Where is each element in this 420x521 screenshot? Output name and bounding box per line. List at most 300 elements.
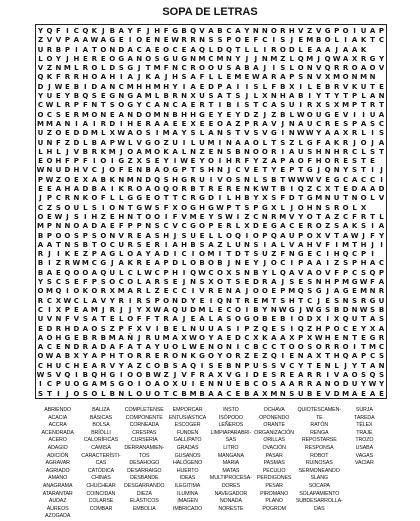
grid-letter[interactable]: V	[342, 110, 349, 119]
grid-letter[interactable]: Q	[369, 268, 376, 277]
grid-letter[interactable]: F	[56, 27, 61, 35]
grid-letter[interactable]: U	[369, 110, 376, 119]
grid-letter[interactable]: B	[181, 389, 187, 398]
grid-letter[interactable]: U	[235, 240, 241, 249]
grid-letter[interactable]: E	[307, 45, 313, 54]
grid-letter[interactable]: R	[307, 101, 313, 110]
grid-letter[interactable]: M	[117, 287, 125, 296]
grid-letter[interactable]: H	[82, 73, 89, 82]
grid-letter[interactable]: O	[127, 352, 134, 361]
grid-letter[interactable]: C	[262, 343, 268, 352]
grid-letter[interactable]: H	[109, 73, 116, 82]
grid-letter[interactable]: N	[306, 64, 313, 73]
grid-letter[interactable]: C	[208, 268, 214, 277]
grid-letter[interactable]: G	[163, 54, 169, 63]
grid-letter[interactable]: P	[378, 27, 385, 35]
grid-letter[interactable]: N	[118, 203, 125, 212]
grid-letter[interactable]: I	[75, 45, 78, 54]
grid-letter[interactable]: Y	[378, 231, 385, 240]
grid-letter[interactable]: L	[56, 147, 61, 156]
grid-letter[interactable]: O	[163, 166, 170, 175]
grid-letter[interactable]: E	[199, 380, 205, 389]
grid-letter[interactable]: R	[342, 64, 349, 73]
grid-letter[interactable]: R	[280, 27, 286, 35]
grid-letter[interactable]: P	[163, 268, 169, 277]
grid-letter[interactable]: N	[342, 333, 349, 342]
grid-letter[interactable]: F	[82, 101, 88, 110]
grid-letter[interactable]: R	[199, 370, 205, 379]
grid-letter[interactable]: E	[145, 36, 151, 45]
grid-letter[interactable]: J	[128, 305, 132, 314]
grid-letter[interactable]: N	[279, 389, 286, 398]
grid-letter[interactable]: B	[163, 92, 169, 101]
grid-letter[interactable]: A	[289, 268, 295, 277]
grid-letter[interactable]: W	[63, 296, 72, 305]
grid-letter[interactable]: B	[100, 333, 106, 342]
grid-letter[interactable]: G	[190, 203, 196, 212]
grid-letter[interactable]: L	[119, 268, 124, 277]
grid-letter[interactable]: C	[46, 110, 53, 119]
grid-letter[interactable]: A	[55, 352, 62, 361]
grid-letter[interactable]: S	[46, 370, 52, 379]
grid-letter[interactable]: S	[109, 380, 115, 389]
grid-letter[interactable]: S	[378, 352, 385, 361]
grid-letter[interactable]: A	[342, 222, 349, 231]
grid-letter[interactable]: G	[315, 287, 322, 296]
grid-letter[interactable]: G	[324, 110, 331, 119]
grid-letter[interactable]: U	[55, 166, 62, 175]
grid-letter[interactable]: L	[181, 324, 187, 333]
grid-letter[interactable]: E	[208, 119, 214, 128]
grid-letter[interactable]: Y	[64, 92, 70, 101]
grid-letter[interactable]: D	[217, 45, 223, 54]
grid-letter[interactable]: A	[145, 231, 151, 240]
grid-letter[interactable]: E	[109, 110, 115, 119]
grid-letter[interactable]: N	[64, 222, 71, 231]
grid-letter[interactable]: Q	[279, 268, 286, 277]
grid-letter[interactable]: E	[217, 361, 223, 370]
grid-letter[interactable]: Y	[172, 82, 178, 91]
grid-letter[interactable]: W	[359, 305, 368, 314]
grid-letter[interactable]: E	[65, 82, 70, 91]
grid-letter[interactable]: N	[190, 324, 196, 333]
grid-letter[interactable]: F	[253, 36, 259, 45]
grid-letter[interactable]: O	[225, 175, 232, 184]
grid-letter[interactable]: E	[73, 250, 79, 259]
grid-letter[interactable]: D	[252, 222, 259, 231]
grid-letter[interactable]: A	[342, 45, 349, 54]
grid-letter[interactable]: T	[307, 361, 313, 370]
grid-letter[interactable]: B	[109, 27, 115, 35]
grid-letter[interactable]: T	[56, 240, 61, 249]
grid-letter[interactable]: R	[360, 296, 367, 305]
grid-letter[interactable]: I	[218, 250, 222, 259]
grid-letter[interactable]: A	[289, 380, 295, 389]
grid-letter[interactable]: D	[252, 278, 259, 287]
grid-letter[interactable]: J	[371, 138, 374, 147]
grid-letter[interactable]: T	[163, 194, 169, 203]
grid-letter[interactable]: B	[82, 240, 89, 249]
grid-letter[interactable]: E	[235, 185, 241, 194]
grid-letter[interactable]: H	[324, 278, 331, 287]
grid-letter[interactable]: O	[154, 185, 161, 194]
grid-letter[interactable]: V	[315, 64, 322, 73]
grid-letter[interactable]: R	[199, 101, 205, 110]
grid-letter[interactable]: Z	[325, 222, 331, 231]
grid-letter[interactable]: O	[73, 222, 80, 231]
grid-letter[interactable]: T	[298, 296, 304, 305]
grid-letter[interactable]: T	[136, 212, 142, 221]
grid-letter[interactable]: O	[64, 231, 71, 240]
grid-letter[interactable]: I	[128, 296, 132, 305]
grid-letter[interactable]: L	[119, 250, 124, 259]
grid-letter[interactable]: A	[91, 175, 98, 184]
grid-letter[interactable]: P	[118, 324, 124, 333]
grid-letter[interactable]: M	[153, 82, 161, 91]
grid-letter[interactable]: A	[91, 296, 98, 305]
grid-letter[interactable]: A	[378, 138, 385, 147]
grid-letter[interactable]: O	[351, 370, 358, 379]
grid-letter[interactable]: E	[262, 370, 268, 379]
grid-letter[interactable]: Y	[361, 324, 367, 333]
grid-letter[interactable]: T	[316, 212, 322, 221]
grid-letter[interactable]: Y	[37, 278, 44, 287]
grid-letter[interactable]: S	[145, 157, 151, 166]
grid-letter[interactable]: Z	[55, 259, 61, 268]
grid-letter[interactable]: A	[208, 129, 214, 138]
grid-letter[interactable]: I	[75, 370, 78, 379]
grid-letter[interactable]: N	[234, 259, 241, 268]
grid-letter[interactable]: A	[235, 287, 241, 296]
grid-letter[interactable]: N	[243, 147, 250, 156]
grid-letter[interactable]: S	[271, 380, 277, 389]
grid-letter[interactable]: X	[253, 333, 259, 342]
grid-letter[interactable]: O	[154, 212, 161, 221]
grid-letter[interactable]: N	[226, 287, 232, 296]
grid-letter[interactable]: O	[261, 147, 268, 156]
grid-letter[interactable]: S	[352, 296, 358, 305]
grid-letter[interactable]: V	[73, 315, 80, 324]
grid-letter[interactable]: E	[343, 185, 348, 194]
grid-letter[interactable]: Q	[91, 370, 98, 379]
grid-letter[interactable]: T	[280, 175, 286, 184]
grid-letter[interactable]: P	[352, 259, 358, 268]
grid-letter[interactable]: G	[369, 333, 376, 342]
grid-letter[interactable]: Y	[190, 296, 196, 305]
grid-letter[interactable]: Y	[136, 101, 142, 110]
grid-letter[interactable]: V	[172, 222, 178, 231]
grid-letter[interactable]: P	[334, 27, 340, 35]
grid-letter[interactable]: R	[262, 278, 268, 287]
grid-letter[interactable]: O	[154, 361, 161, 370]
grid-letter[interactable]: Q	[324, 166, 331, 175]
grid-letter[interactable]: S	[82, 315, 88, 324]
grid-letter[interactable]: O	[306, 231, 313, 240]
grid-letter[interactable]: H	[315, 324, 322, 333]
grid-letter[interactable]: G	[127, 64, 134, 73]
grid-letter[interactable]: K	[82, 287, 89, 296]
grid-letter[interactable]: O	[252, 231, 259, 240]
grid-letter[interactable]: X	[190, 119, 196, 128]
grid-letter[interactable]: W	[332, 54, 341, 63]
grid-letter[interactable]: P	[226, 203, 232, 212]
grid-letter[interactable]: J	[335, 45, 338, 54]
grid-letter[interactable]: Q	[172, 305, 179, 314]
grid-letter[interactable]: E	[181, 119, 187, 128]
grid-letter[interactable]: A	[82, 222, 89, 231]
grid-letter[interactable]: A	[127, 129, 133, 138]
grid-letter[interactable]: R	[136, 296, 142, 305]
grid-letter[interactable]: E	[325, 175, 331, 184]
grid-letter[interactable]: Z	[82, 250, 88, 259]
grid-letter[interactable]: L	[119, 194, 124, 203]
grid-letter[interactable]: X	[360, 203, 367, 212]
grid-letter[interactable]: O	[163, 380, 170, 389]
grid-letter[interactable]: E	[298, 222, 304, 231]
grid-letter[interactable]: M	[90, 129, 98, 138]
grid-letter[interactable]: A	[172, 333, 178, 342]
grid-letter[interactable]: I	[308, 92, 312, 101]
grid-letter[interactable]: V	[55, 36, 62, 45]
grid-letter[interactable]: L	[83, 296, 88, 305]
grid-letter[interactable]: S	[226, 315, 232, 324]
grid-letter[interactable]: D	[73, 138, 80, 147]
grid-letter[interactable]: D	[73, 129, 80, 138]
grid-letter[interactable]: E	[145, 194, 151, 203]
grid-letter[interactable]: E	[73, 305, 79, 314]
grid-letter[interactable]: X	[226, 268, 232, 277]
grid-letter[interactable]: R	[324, 119, 331, 128]
grid-letter[interactable]: A	[333, 129, 340, 138]
grid-letter[interactable]: T	[361, 101, 366, 110]
grid-letter[interactable]: H	[46, 147, 53, 156]
grid-letter[interactable]: O	[154, 138, 161, 147]
grid-letter[interactable]: O	[252, 315, 259, 324]
grid-letter[interactable]: B	[37, 231, 44, 240]
grid-letter[interactable]: A	[118, 333, 124, 342]
grid-letter[interactable]: U	[351, 380, 358, 389]
grid-letter[interactable]: S	[370, 119, 376, 128]
grid-letter[interactable]: J	[317, 54, 320, 63]
grid-letter[interactable]: R	[145, 352, 151, 361]
grid-letter[interactable]: E	[271, 324, 277, 333]
grid-letter[interactable]: R	[333, 157, 340, 166]
grid-letter[interactable]: R	[91, 147, 98, 156]
grid-letter[interactable]: S	[226, 324, 232, 333]
grid-letter[interactable]: J	[182, 315, 186, 324]
grid-letter[interactable]: S	[235, 175, 241, 184]
grid-letter[interactable]: W	[90, 36, 99, 45]
grid-letter[interactable]: F	[307, 157, 313, 166]
grid-letter[interactable]: Q	[55, 287, 62, 296]
grid-letter[interactable]: L	[127, 389, 133, 398]
grid-letter[interactable]: S	[343, 119, 349, 128]
grid-letter[interactable]: O	[136, 36, 143, 45]
grid-letter[interactable]: F	[118, 222, 124, 231]
grid-letter[interactable]: S	[154, 203, 160, 212]
grid-letter[interactable]: A	[351, 352, 358, 361]
grid-letter[interactable]: V	[181, 370, 187, 379]
grid-letter[interactable]: J	[245, 54, 249, 63]
grid-letter[interactable]: R	[351, 129, 358, 138]
grid-letter[interactable]: T	[235, 129, 241, 138]
grid-letter[interactable]: D	[351, 185, 358, 194]
grid-letter[interactable]: J	[110, 259, 114, 268]
grid-letter[interactable]: Q	[82, 27, 89, 35]
grid-letter[interactable]: B	[217, 27, 223, 35]
grid-letter[interactable]: C	[378, 259, 385, 268]
grid-letter[interactable]: C	[172, 287, 178, 296]
grid-letter[interactable]: X	[289, 82, 295, 91]
grid-letter[interactable]: I	[155, 324, 159, 333]
grid-letter[interactable]: I	[93, 119, 96, 128]
grid-letter[interactable]: W	[144, 268, 153, 277]
grid-letter[interactable]: S	[244, 203, 250, 212]
grid-letter[interactable]: B	[298, 92, 304, 101]
grid-letter[interactable]: I	[335, 240, 338, 249]
grid-letter[interactable]: J	[119, 305, 123, 314]
grid-letter[interactable]: A	[378, 110, 385, 119]
grid-letter[interactable]: G	[199, 110, 205, 119]
grid-letter[interactable]: O	[91, 324, 98, 333]
grid-letter[interactable]: S	[289, 389, 295, 398]
grid-letter[interactable]: M	[37, 119, 44, 128]
grid-letter[interactable]: D	[342, 380, 349, 389]
grid-letter[interactable]: O	[100, 157, 107, 166]
grid-letter[interactable]: N	[55, 315, 62, 324]
grid-letter[interactable]: I	[236, 82, 240, 91]
grid-letter[interactable]: A	[190, 45, 196, 54]
grid-letter[interactable]: R	[190, 194, 196, 203]
grid-letter[interactable]: H	[226, 157, 232, 166]
grid-letter[interactable]: E	[199, 231, 205, 240]
grid-letter[interactable]: Y	[235, 110, 241, 119]
grid-letter[interactable]: C	[109, 240, 115, 249]
grid-letter[interactable]: T	[352, 240, 357, 249]
grid-letter[interactable]: N	[297, 352, 304, 361]
grid-letter[interactable]: I	[119, 119, 123, 128]
grid-letter[interactable]: K	[118, 185, 124, 194]
grid-letter[interactable]: W	[216, 203, 224, 212]
grid-letter[interactable]: J	[281, 278, 285, 287]
grid-letter[interactable]: I	[164, 240, 168, 249]
grid-letter[interactable]: K	[145, 73, 151, 82]
grid-letter[interactable]: E	[136, 231, 142, 240]
grid-letter[interactable]: J	[101, 166, 105, 175]
grid-letter[interactable]: C	[316, 250, 322, 259]
grid-letter[interactable]: L	[136, 278, 142, 287]
grid-letter[interactable]	[368, 46, 377, 55]
grid-letter[interactable]: Q	[297, 324, 304, 333]
grid-letter[interactable]: Z	[244, 352, 250, 361]
grid-letter[interactable]: O	[37, 212, 44, 221]
grid-letter[interactable]: S	[334, 296, 340, 305]
grid-letter[interactable]: F	[136, 27, 142, 35]
grid-letter[interactable]: X	[333, 315, 340, 324]
grid-letter[interactable]: A	[289, 92, 295, 101]
grid-letter[interactable]: L	[307, 82, 312, 91]
grid-letter[interactable]: J	[39, 194, 42, 203]
grid-letter[interactable]: A	[280, 380, 286, 389]
grid-letter[interactable]: L	[110, 194, 115, 203]
grid-letter[interactable]: Z	[64, 138, 70, 147]
grid-letter[interactable]: O	[145, 110, 152, 119]
grid-letter[interactable]: A	[262, 119, 268, 128]
grid-letter[interactable]: P	[217, 82, 223, 91]
grid-letter[interactable]: A	[307, 259, 313, 268]
grid-letter[interactable]: S	[378, 370, 385, 379]
grid-letter[interactable]: N	[109, 45, 116, 54]
grid-letter[interactable]: R	[154, 278, 160, 287]
grid-letter[interactable]: D	[208, 194, 214, 203]
grid-letter[interactable]: Y	[181, 129, 187, 138]
grid-letter[interactable]: T	[361, 157, 366, 166]
grid-letter[interactable]: O	[190, 259, 197, 268]
grid-letter[interactable]: L	[38, 147, 43, 156]
grid-letter[interactable]: S	[307, 278, 313, 287]
grid-letter[interactable]: V	[315, 175, 322, 184]
grid-letter[interactable]: J	[48, 250, 51, 259]
grid-letter[interactable]: Y	[244, 27, 250, 35]
grid-letter[interactable]: I	[110, 157, 114, 166]
grid-letter[interactable]: E	[109, 315, 115, 324]
grid-letter[interactable]: R	[100, 287, 106, 296]
grid-letter[interactable]: S	[73, 231, 79, 240]
grid-letter[interactable]: D	[109, 64, 116, 73]
grid-letter[interactable]: Q	[190, 361, 197, 370]
grid-letter[interactable]: G	[199, 352, 205, 361]
grid-letter[interactable]: I	[101, 203, 105, 212]
grid-letter[interactable]: Y	[298, 361, 304, 370]
grid-letter[interactable]: O	[127, 147, 134, 156]
grid-letter[interactable]: T	[190, 166, 196, 175]
grid-letter[interactable]: E	[262, 222, 268, 231]
grid-letter[interactable]: L	[74, 64, 79, 73]
grid-letter[interactable]: Q	[297, 54, 304, 63]
grid-letter[interactable]: A	[208, 370, 214, 379]
grid-letter[interactable]: W	[296, 175, 305, 184]
grid-letter[interactable]: J	[263, 64, 267, 73]
grid-letter[interactable]: O	[225, 352, 232, 361]
grid-letter[interactable]: O	[100, 231, 107, 240]
grid-letter[interactable]: S	[100, 324, 106, 333]
grid-letter[interactable]: Y	[145, 250, 151, 259]
grid-letter[interactable]: A	[351, 45, 358, 54]
grid-letter[interactable]: H	[190, 110, 196, 119]
grid-letter[interactable]: A	[298, 119, 304, 128]
grid-letter[interactable]: E	[199, 212, 205, 221]
grid-letter[interactable]: P	[343, 268, 349, 277]
grid-letter[interactable]: M	[270, 389, 278, 398]
grid-letter[interactable]: O	[369, 64, 376, 73]
grid-letter[interactable]: R	[100, 119, 106, 128]
grid-letter[interactable]: O	[315, 268, 322, 277]
grid-letter[interactable]: H	[127, 119, 134, 128]
grid-letter[interactable]: E	[47, 185, 52, 194]
grid-letter[interactable]: E	[289, 370, 295, 379]
grid-letter[interactable]: A	[136, 147, 142, 156]
grid-letter[interactable]: U	[154, 333, 160, 342]
grid-letter[interactable]: A	[127, 45, 133, 54]
grid-letter[interactable]: E	[109, 222, 115, 231]
grid-letter[interactable]: B	[100, 175, 106, 184]
grid-letter[interactable]: E	[334, 110, 340, 119]
grid-letter[interactable]: S	[109, 101, 115, 110]
grid-letter[interactable]: J	[317, 296, 320, 305]
grid-letter[interactable]: J	[353, 138, 356, 147]
grid-letter[interactable]: W	[153, 305, 162, 314]
grid-letter[interactable]: V	[298, 27, 304, 35]
